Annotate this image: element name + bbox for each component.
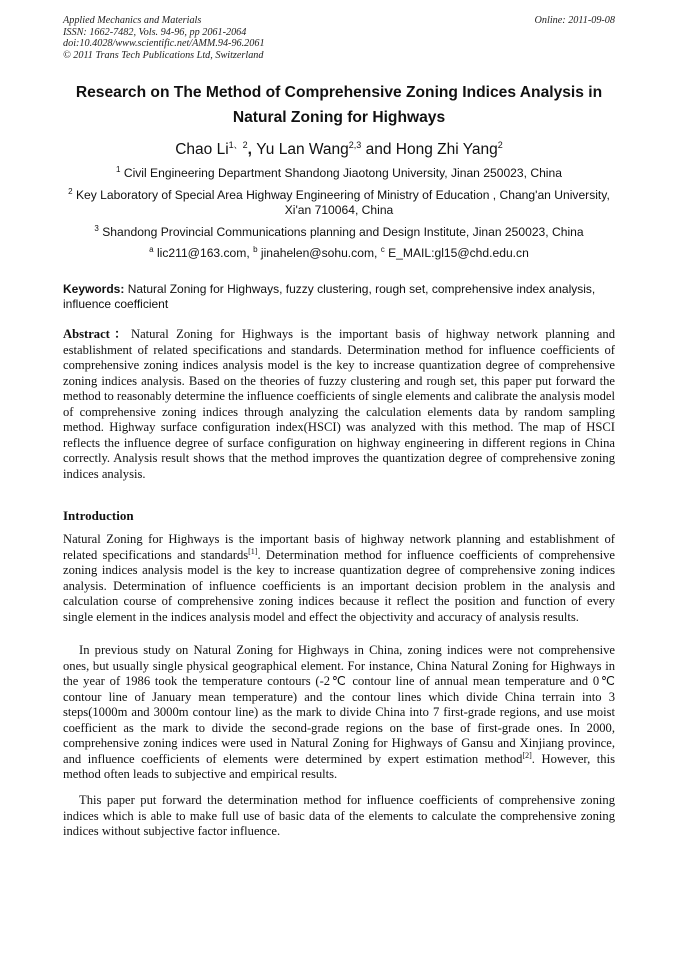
email-marker: c xyxy=(380,245,385,254)
issn-line: ISSN: 1662-7482, Vols. 94-96, pp 2061-2064 xyxy=(63,26,247,38)
abstract-label: Abstract： xyxy=(63,327,131,341)
affiliation-3 xyxy=(55,225,623,240)
author-affiliation-marker: 2,3 xyxy=(348,140,362,150)
author-list xyxy=(40,140,638,160)
author-emails xyxy=(55,246,623,261)
introduction-paragraph-3: This paper put forward the determination method for influence coefficients of comprehensive zoning indices which is able to make full use of basic data of the elements to calculate the comprehensive zoning indices without subjective factor influence. xyxy=(63,793,615,838)
author-affiliation-marker: 2 xyxy=(497,140,503,150)
affiliation-text: Shandong Provincial Communications planning and Design Institute, Jinan 250023, China xyxy=(98,225,584,239)
email-link[interactable]: lic211@163.com, xyxy=(153,246,254,260)
email-link[interactable]: jinahelen@sohu.com, xyxy=(257,246,381,260)
email-marker: a xyxy=(149,245,154,254)
affiliation-text: Civil Engineering Department Shandong Jiaotong University, Jinan 250023, China xyxy=(120,166,562,180)
paper-title xyxy=(40,80,638,130)
author-separator: , xyxy=(247,141,252,158)
affiliation-text: Key Laboratory of Special Area Highway Engineering of Ministry of Education , Chang'an University, Xi'an 710064, China xyxy=(72,188,610,217)
paragraph-text: Natural Zoning for Highways is the important basis of highway network planning and establishment of related specifications and standards xyxy=(63,532,615,562)
journal-name: Applied Mechanics and Materials xyxy=(63,15,202,26)
title-line-2: Natural Zoning for Highways xyxy=(232,109,446,126)
title-line-1: Research on The Method of Comprehensive Zoning Indices Analysis in xyxy=(75,84,603,101)
online-date: Online: 2011-09-08 xyxy=(534,15,615,26)
affiliation-marker: 1 xyxy=(116,165,121,174)
paragraph-text: . However, this method often leads to subjective and empirical results. xyxy=(63,751,615,781)
copyright-line: © 2011 Trans Tech Publications Ltd, Switzerland xyxy=(63,49,264,61)
citation-ref[interactable]: [2] xyxy=(522,750,532,760)
author-name: Yu Lan Wang xyxy=(251,141,349,158)
keywords-label: Keywords: xyxy=(63,282,125,296)
affiliation-marker: 3 xyxy=(94,224,99,233)
keywords-text: Natural Zoning for Highways, fuzzy clustering, rough set, comprehensive index analysis, influence coefficient xyxy=(63,282,596,311)
citation-ref[interactable]: [1] xyxy=(248,546,258,556)
keywords xyxy=(63,282,615,312)
author-name: and Hong Zhi Yang xyxy=(365,141,498,158)
abstract-text: Natural Zoning for Highways is the important basis of highway network planning and establishment of related specifications and standards. Determination method for influence coefficients of comprehensive zoning indices analysis model is the key to increase quantization degree of comprehensive zoning indices analysis. Based on the theories of fuzzy clustering and rough set, this paper put forward the method to reasonably determine the influence coefficients of single elements and calibrate the analysis model of comprehensive zoning indices through analyzing the calculation elements data by random sampling method. Highway surface configuration index(HSCI) was analyzed with this method. The map of HSCI reflects the influence degree of surface configuration on highway engineering in different regions in China correctly. Analysis result shows that the method improves the quantization degree of comprehensive zoning indices analysis. xyxy=(63,327,615,481)
email-marker: b xyxy=(253,245,258,254)
paragraph-text: In previous study on Natural Zoning for Highways in China, zoning indices were not comprehensive ones, but usually single physical geographical element. For instance, China Natural Zoning for Highways in the year of 1986 took the temperature contours (-2℃ contour line of annual mean temperature and 0℃ contour line of January mean temperature) and the contour lines which divide China terrain into 3 steps(1000m and 3000m contour line) as the mark to divide China into 7 first-grade regions, and use moist coefficient as the mark to divide the second-grade regions on the base of first-grade ones. In 2000, comprehensive zoning indices were used in Natural Zoning for Highways of Gansu and Xinjiang province, and influence coefficients of elements were determined by expert estimation method xyxy=(63,643,615,766)
journal-header xyxy=(63,15,265,61)
affiliation-marker: 2 xyxy=(68,187,73,196)
introduction-paragraph-1 xyxy=(63,532,615,625)
affiliation-1 xyxy=(55,166,623,181)
abstract xyxy=(63,327,615,482)
author-name: Chao Li xyxy=(175,141,229,158)
doi-line: doi:10.4028/www.scientific.net/AMM.94-96.2061 xyxy=(63,38,265,50)
author-affiliation-marker: 1、2 xyxy=(228,140,248,150)
paragraph-text: . Determination method for influence coefficients of comprehensive zoning indices analysis model is the key to increase quantization degree of comprehensive zoning indices analysis. Determination of influence coefficients is an important decision problem in the analysis and calculation course of comprehensive zoning indices because it reflect the position and function of every single element in the indices analysis model and effect the objectivity and accuracy of analysis results. xyxy=(63,547,615,624)
section-heading-introduction: Introduction xyxy=(63,508,134,523)
affiliation-2 xyxy=(55,188,623,217)
introduction-paragraph-2 xyxy=(63,643,615,783)
email-link[interactable]: E_MAIL:gl15@chd.edu.cn xyxy=(384,246,529,260)
